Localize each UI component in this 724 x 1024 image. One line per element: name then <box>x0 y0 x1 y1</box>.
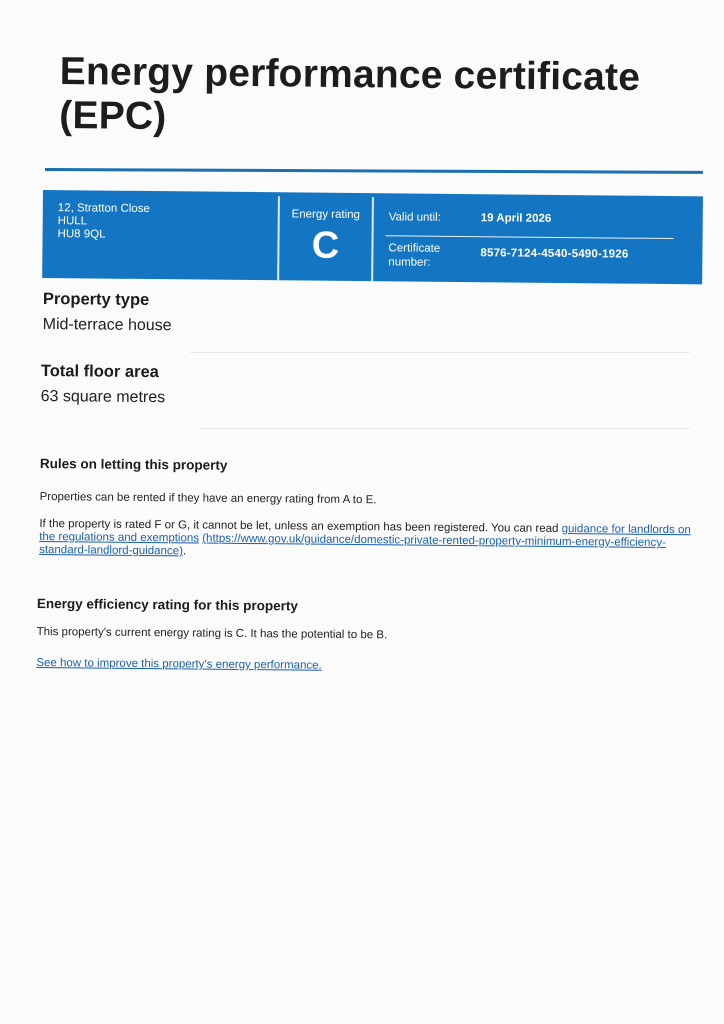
letting-rules-text-2-end: . <box>182 545 187 558</box>
letting-rules-heading: Rules on letting this property <box>39 456 228 473</box>
energy-efficiency-heading: Energy efficiency rating for this property <box>36 596 299 614</box>
page-title: Energy performance certificate (EPC) <box>59 50 641 139</box>
property-type-heading: Property type <box>42 290 150 310</box>
certificate-number-label: Certificate number: <box>388 242 441 269</box>
summary-row-divider <box>386 235 674 239</box>
section-divider <box>190 352 690 353</box>
address-line-3: HU8 9QL <box>57 228 106 241</box>
summary-box <box>42 190 703 284</box>
certificate-number-value: 8576-7124-4540-5490-1926 <box>480 247 629 261</box>
floor-area-section <box>41 362 681 412</box>
floor-area-heading: Total floor area <box>40 362 159 382</box>
improve-performance-link[interactable]: See how to improve this property's energy performance. <box>36 656 322 672</box>
letting-rules-text-2 <box>39 518 699 563</box>
energy-rating-label: Energy rating <box>291 208 361 222</box>
letting-rules-section <box>39 456 700 563</box>
valid-until-value: 19 April 2026 <box>480 212 552 225</box>
letting-rules-text-2-intro: If the property is rated F or G, it cannot be let, unless an exemption has been registered. You can read <box>39 517 562 536</box>
summary-divider <box>371 197 374 281</box>
valid-until-label: Valid until: <box>388 211 442 224</box>
address-line-2: HULL <box>57 215 88 228</box>
letting-rules-text-1: Properties can be rented if they have an energy rating from A to E. <box>39 490 377 507</box>
address-line-1: 12, Stratton Close <box>57 202 150 216</box>
landlord-guidance-link[interactable]: guidance for landlords on the regulations and exemptions <box>39 523 691 545</box>
property-type-value: Mid-terrace house <box>42 315 172 335</box>
energy-efficiency-text: This property's current energy rating is C. It has the potential to be B. <box>36 625 388 642</box>
energy-rating-value: C <box>311 224 340 267</box>
landlord-guidance-url-link[interactable]: (https://www.gov.uk/guidance/domestic-private-rented-property-minimum-energy-efficiency-standard-landlord-guidance) <box>39 532 666 558</box>
property-address <box>58 202 258 243</box>
title-divider <box>45 168 703 174</box>
floor-area-value: 63 square metres <box>40 387 166 407</box>
energy-efficiency-section <box>36 596 697 676</box>
property-type-section <box>43 290 683 340</box>
section-divider <box>200 428 690 429</box>
